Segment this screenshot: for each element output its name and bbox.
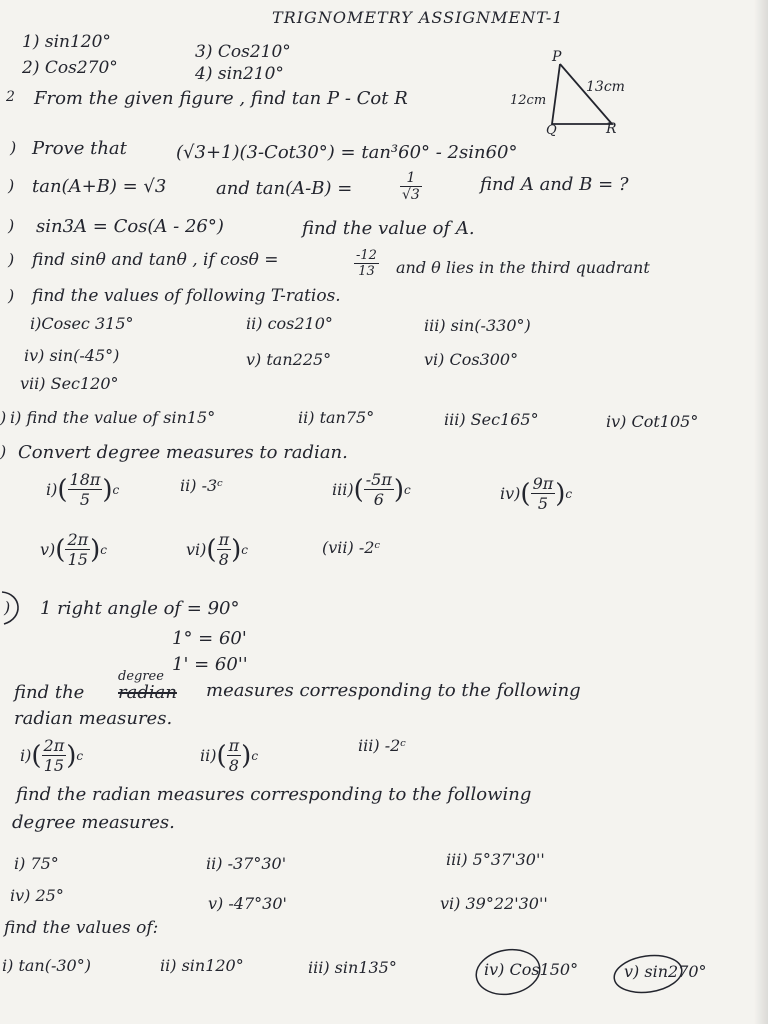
q9-item-2-label: ii): [180, 476, 197, 495]
q12-item-4: iv) Cos150°: [484, 960, 579, 979]
q10-line1a: find the: [14, 682, 85, 703]
q7-item-5: v) tan225°: [246, 350, 332, 369]
q9-text: Convert degree measures to radian.: [18, 442, 348, 463]
q7-item-1: i)Cosec 315°: [30, 314, 134, 333]
q8-item-2: ii) tan75°: [298, 408, 375, 427]
q9-item-1-label: i): [46, 480, 58, 499]
q9-item-6-den: 8: [218, 550, 229, 569]
q6-fraction: [354, 248, 379, 279]
q10-item-2-label: ii): [200, 746, 217, 765]
q10-item-2: ii) ( $\frac{\pi}{8}$ ) c: [200, 736, 259, 775]
q9-item-3-unit: c: [404, 482, 411, 497]
q10-fact-3: 1' = 60'': [172, 654, 248, 675]
q10-fact-2: 1° = 60': [172, 628, 247, 649]
q10-item-1-unit: c: [76, 748, 84, 763]
q12-item-3: iii) sin135°: [308, 958, 397, 977]
q11-line2: degree measures.: [12, 812, 175, 833]
q6-frac-den: 13: [358, 264, 375, 279]
q9-item-6: vi) ( $\frac{\pi}{8}$ ) c: [186, 530, 248, 569]
q4-fraction: [400, 170, 422, 203]
q9-number: ): [0, 442, 7, 461]
q5-number: ): [8, 216, 15, 235]
q9-item-7-label: (vii): [322, 538, 354, 557]
q11-item-3: iii) 5°37'30'': [446, 850, 545, 869]
q10-item-1: i) ( $\frac{2\pi}{15}$ ) c: [20, 736, 84, 775]
q1-item-1: 1) sin120°: [22, 32, 111, 52]
figure-vertex-r: R: [606, 121, 617, 137]
q11-line1: find the radian measures corresponding to the following: [16, 784, 532, 805]
q9-item-6-num: π: [218, 530, 230, 549]
q6-part1: find sinθ and tanθ , if cosθ =: [32, 250, 279, 270]
figure-vertex-q: Q: [546, 123, 557, 138]
q10-item-2-num: π: [228, 736, 240, 755]
q4-part1: tan(A+B) = √3: [32, 176, 167, 197]
q9-item-5-num: 2π: [67, 530, 89, 549]
figure-side-pq: 12cm: [510, 93, 547, 108]
figure-vertex-p: P: [552, 49, 562, 65]
q9-item-6-label: vi): [186, 540, 207, 559]
q9-item-5-label: v): [40, 540, 56, 559]
page-edge-shadow: [754, 0, 768, 1024]
q9-item-1-unit: c: [112, 482, 120, 497]
q9-item-5-den: 15: [67, 550, 88, 569]
q8-item-1: i) find the value of sin15°: [10, 408, 216, 427]
q4-part2: and tan(A-B) =: [216, 178, 353, 199]
q12-item-1: i) tan(-30°): [2, 956, 91, 975]
q12-item-5: v) sin270°: [624, 962, 707, 981]
q1-item-4: 4) sin210°: [195, 64, 284, 84]
q3-text: Prove that: [32, 138, 127, 159]
q6-part2: and θ lies in the third quadrant: [396, 258, 650, 277]
q11-item-6: vi) 39°22'30'': [440, 894, 548, 913]
q6-frac-num: -12: [356, 248, 377, 263]
q9-item-2: [180, 478, 223, 494]
q10-inserted-word: degree: [118, 669, 164, 684]
q11-item-4: iv) 25°: [10, 886, 64, 905]
q10-item-1-num: 2π: [43, 736, 65, 755]
q10-item-3: [358, 738, 406, 754]
q6-number: ): [8, 250, 15, 269]
q11-item-5: v) -47°30': [208, 894, 287, 913]
q2-text: From the given figure , find tan P - Cot R: [34, 88, 408, 109]
q9-item-2-value: -3ᶜ: [201, 476, 223, 495]
q9-item-3-num: -5π: [365, 470, 392, 489]
q8-item-3: iii) Sec165°: [444, 410, 539, 429]
q10-line2: radian measures.: [14, 708, 173, 729]
q9-item-1-num: 18π: [69, 470, 101, 489]
q5-tail: find the value of A.: [302, 218, 475, 239]
q9-item-7-value: -2ᶜ: [358, 538, 381, 557]
q4-frac-den: √3: [402, 187, 420, 203]
q3-number: ): [10, 138, 17, 157]
q2-number: 2: [6, 89, 15, 105]
page-title: TRIGNOMETRY ASSIGNMENT-1: [272, 8, 564, 27]
q7-item-6: vi) Cos300°: [424, 350, 519, 369]
q1-item-2: 2) Cos270°: [22, 58, 118, 78]
q7-item-3: iii) sin(-330°): [424, 316, 531, 335]
q12-text: find the values of:: [4, 918, 159, 938]
q4-number: ): [8, 176, 15, 195]
q5-text: sin3A = Cos(A - 26°): [36, 216, 224, 237]
q7-text: find the values of following T-ratios.: [32, 286, 341, 306]
q10-fact-1: 1 right angle of = 90°: [40, 598, 240, 619]
q9-item-4-label: iv): [500, 484, 521, 503]
q10-struck-word: radian: [118, 682, 177, 703]
q3-equation: (√3+1)(3-Cot30°) = tan³60° - 2sin60°: [176, 142, 518, 163]
q7-number: ): [8, 286, 15, 305]
q9-item-6-unit: c: [241, 542, 248, 557]
q7-item-4: iv) sin(-45°): [24, 346, 120, 365]
q11-item-2: ii) -37°30': [206, 854, 287, 873]
right-triangle-figure: [540, 60, 620, 130]
q10-item-1-label: i): [20, 746, 32, 765]
q8-item-4: iv) Cot105°: [606, 412, 699, 431]
q10-item-3-value: -2ᶜ: [384, 736, 406, 755]
q9-item-1-den: 5: [79, 490, 91, 509]
q10-item-2-den: 8: [228, 756, 239, 775]
q1-item-3: 3) Cos210°: [195, 42, 291, 62]
q10-number: ): [4, 598, 11, 617]
q4-part3: find A and B = ?: [480, 174, 629, 195]
q9-item-7: [322, 540, 380, 556]
q9-item-1: i) ( $\frac{18\pi}{5}$ ) c: [46, 470, 120, 509]
q9-item-4-den: 5: [537, 494, 548, 513]
figure-side-pr: 13cm: [586, 79, 625, 95]
q8-number: ): [0, 408, 7, 427]
q9-item-5: v) ( $\frac{2\pi}{15}$ ) c: [40, 530, 108, 569]
q12-item-2: ii) sin120°: [160, 956, 244, 975]
q4-frac-num: 1: [400, 170, 422, 187]
q10-item-3-label: iii): [358, 736, 380, 755]
q9-item-5-unit: c: [100, 542, 108, 557]
q9-item-3: iii) ( $\frac{-5\pi}{6}$ ) c: [332, 470, 411, 509]
q9-item-4: iv) ( $\frac{9\pi}{5}$ ) c: [500, 474, 573, 513]
q10-line1b: measures corresponding to the following: [206, 680, 581, 701]
q10-item-1-den: 15: [43, 756, 65, 775]
q9-item-3-label: iii): [332, 480, 354, 499]
q11-item-1: i) 75°: [14, 854, 59, 873]
q7-item-7: vii) Sec120°: [20, 374, 119, 393]
q7-item-2: ii) cos210°: [246, 314, 333, 333]
q9-item-4-num: 9π: [532, 474, 554, 493]
q12-circle-marks: [470, 940, 750, 1000]
q9-item-3-den: 6: [373, 490, 384, 509]
q9-item-4-unit: c: [565, 486, 573, 501]
q10-item-2-unit: c: [251, 748, 259, 763]
